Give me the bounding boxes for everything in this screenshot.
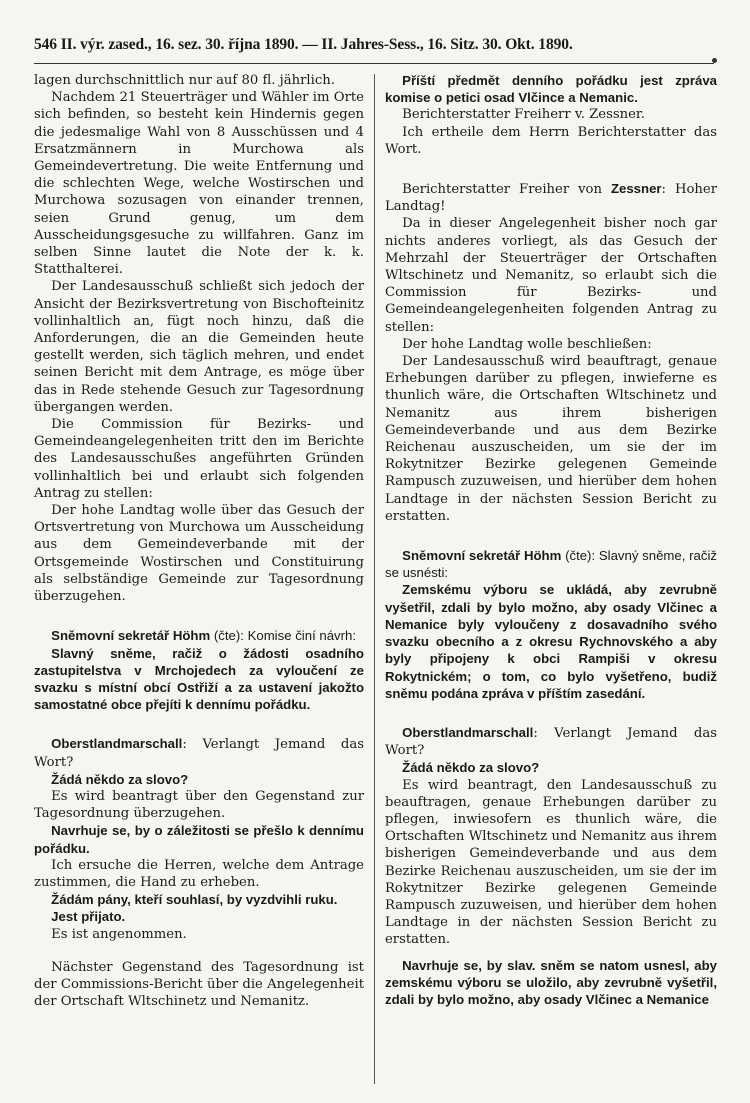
speaker-name: Sněmovní sekretář Höhm: [51, 628, 211, 644]
speaker-text: (čte): Slavný sněme, račiž se usnésti:: [385, 548, 717, 581]
czech-text: Navrhuje se, by slav. sněm se natom usnesl, aby zemskému výboru se uložilo, aby zevrubně vyšetřil, zdali by bylo možno, aby osady Vlčinec a Nemanice: [385, 957, 717, 1007]
paragraph: Der hohe Landtag wolle beschließen:: [402, 336, 652, 352]
margin-dot: [712, 58, 717, 63]
speaker-prefix: Berichterstatter Freiher von: [402, 182, 611, 198]
paragraph: Die Commission für Bezirks- und Gemeindeangelegenheiten tritt den im Berichte des Landesausschußes angeführten Gründen vollinhaltlich bei und erlaubt sich folgenden Antrag zu stellen:: [34, 417, 364, 501]
speaker-text: : Verlangt Jemand das Wort?: [34, 737, 364, 770]
speaker-name: Oberstlandmarschall: [51, 736, 183, 752]
paragraph: Es wird beantragt, den Landesausschuß zu beauftragen, genaue Erhebungen darüber zu pflegen, inwiesofern es thunlich wäre, die Ortschaften Wltschinetz und Nemanitz aus ihrem bisherigen Gemeindeverbande und aus dem Bezirke Reichenau auszuscheiden, um sie der im Rokytnitzer Bezirke gelegenen Gemeinde Rampusch zuzuweisen, und hierüber dem hohen Landtage in der nächsten Session Bericht zu erstatten.: [385, 777, 717, 948]
czech-text: Žádám pány, kteří souhlasí, by vyzdvihli ruku.: [51, 892, 338, 908]
paragraph: lagen durchschnittlich nur auf 80 fl. jährlich.: [34, 73, 335, 88]
speaker-text: : Hoher Landtag!: [385, 182, 717, 215]
czech-heading: Příští předmět denního pořádku jest zpráva komise o petici osad Vlčince a Nemanic.: [385, 73, 717, 106]
paragraph: Da in dieser Angelegenheit bisher noch gar nichts anderes vorliegt, als das Gesuch der Mehrzahl der Steuerträger der Ortschaften Wltschinetz und Nemanitz, so erlaubt sich die Commission für Bezirks- und Gemeindeangelegenheiten folgenden Antrag zu stellen:: [385, 216, 717, 335]
paragraph: Es ist angenommen.: [51, 926, 187, 942]
speaker-text: : Verlangt Jemand das Wort?: [385, 725, 717, 759]
speaker-name: Oberstlandmarschall: [402, 724, 534, 740]
czech-text: Navrhuje se, by o záležitosti se přešlo k dennímu pořádku.: [34, 823, 364, 856]
paragraph: Es wird beantragt über den Gegenstand zur Tagesordnung überzugehen.: [34, 788, 364, 822]
paragraph: Berichterstatter Freiherr v. Zessner.: [402, 107, 645, 123]
page-header: 546 II. výr. zased., 16. sez. 30. října 1890. — II. Jahres-Sess., 16. Sitz. 30. Okt. 1890.: [34, 36, 573, 53]
speaker-paragraph: [34, 735, 364, 770]
czech-text: Žádá někdo za slovo?: [402, 760, 540, 776]
right-column: [385, 72, 717, 1008]
speaker-paragraph: [385, 180, 717, 215]
header-rule: [34, 63, 714, 64]
speaker-text: (čte): Komise činí návrh:: [210, 628, 357, 644]
paragraph: Der Landesausschuß schließt sich jedoch der Ansicht der Bezirksvertretung von Bischofteinitz vollinhaltlich an, fügt noch hinzu, daß die Anforderungen, die an die Gemeinden heute gestellt werden, sich täglich mehren, und endet seinen Bericht mit dem Antrage, es möge über das in Rede stehende Gesuch zur Tagesordnung übergangen werden.: [34, 279, 364, 415]
paragraph: Ich ertheile dem Herrn Berichterstatter das Wort.: [385, 124, 717, 157]
paragraph: Nachdem 21 Steuerträger und Wähler im Orte sich befinden, so besteht kein Hindernis gegen die jedesmalige Wahl von 8 Ausschüssen und 4 Ersatzmännern in Murchowa als Gemeindevertretung. Die weite Entfernung und die schlechten Wege, welche Wostirschen und Murchowa sozusagen von einander trennen, seien Grund genug, um dem Ausscheidungsgesuche zu willfahren. Ganz im selben Sinne lautet die Note der k. k. Statthalterei.: [34, 90, 364, 278]
speaker-name: Zessner: [610, 181, 662, 197]
czech-text: Žádá někdo za slovo?: [51, 771, 189, 787]
czech-motion: Slavný sněme, račiž o žádosti osadního zastupitelstva v Mrchojedech za vyloučení ze svazku s místní obcí Ostřiží a za ustavení jakožto samostatné obce přejíti k dennímu pořádku.: [34, 645, 364, 713]
speaker-paragraph: [34, 627, 364, 644]
column-divider: [374, 74, 375, 1084]
paragraph: Der Landesausschuß wird beauftragt, genaue Erhebungen darüber zu pflegen, inwieferne es thunlich wäre, die Ortschaften Wltschinetz und Nemanitz aus ihrem bisherigen Gemeindeverbande und aus dem Bezirke Reichenau auszuscheiden, um sie der im Rokytnitzer Bezirke gelegenen Gemeinde Rampusch zuzuweisen, und hierüber dem hohen Landtage in der nächsten Session Bericht zu erstatten.: [385, 354, 717, 524]
czech-text: Jest přijato.: [51, 909, 126, 925]
left-column: [34, 72, 364, 1010]
speaker-name: Sněmovní sekretář Höhm: [402, 548, 562, 564]
paragraph: Nächster Gegenstand des Tagesordnung ist der Commissions-Bericht über die Angelegenheit der Ortschaft Wltschinetz und Nemanitz.: [34, 959, 364, 1010]
paragraph: Ich ersuche die Herren, welche dem Antrage zustimmen, die Hand zu erheben.: [34, 857, 364, 890]
paragraph: Der hohe Landtag wolle über das Gesuch der Ortsvertretung von Murchowa um Ausscheidung aus dem Gemeindeverbande mit der Ortsgemeinde Wostirschen und Constituirung als selbständige Gemeinde zur Tagesordnung überzugehen.: [34, 503, 364, 605]
speaker-paragraph: [385, 724, 717, 759]
speaker-paragraph: [385, 547, 717, 581]
czech-motion: Zemskému výboru se ukládá, aby zevrubně vyšetřil, zdali by bylo možno, aby osady Vlčinec a Nemanice byly vyloučeny z dosavadního svého svazku obecního a z okresu Rychnovského a aby byly připojeny k obci Rampiši v okresu Rokytnickém; o tom, co bylo vyšetřeno, budiž sněmu podána zpráva v příštím zasedání.: [385, 582, 717, 701]
